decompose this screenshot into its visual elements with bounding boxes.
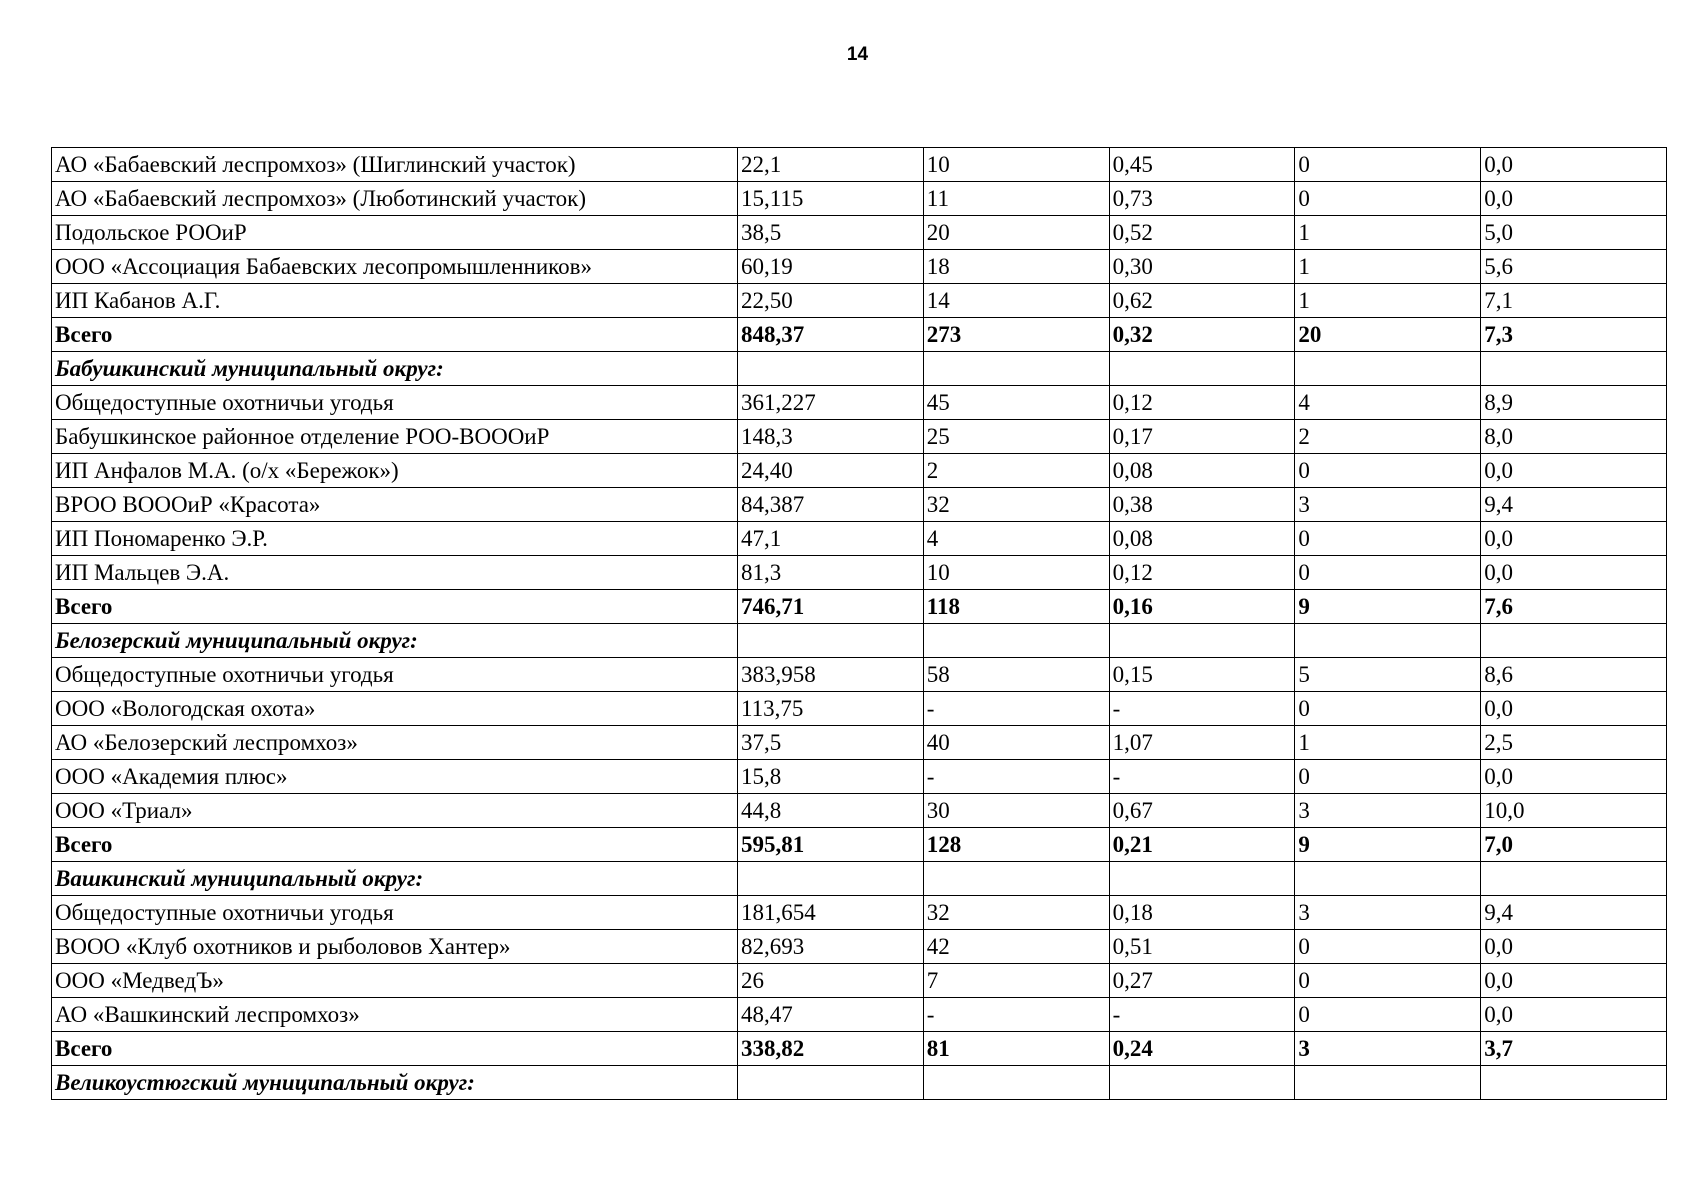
quota-cell: 4 — [1295, 386, 1481, 420]
quota-cell: 1 — [1295, 726, 1481, 760]
row-name-cell: Всего — [52, 318, 738, 352]
row-name-cell: Белозерский муниципальный округ: — [52, 624, 738, 658]
area-cell: 22,1 — [738, 148, 924, 182]
hunting-grounds-table — [51, 147, 1667, 1100]
count-cell: 10 — [923, 148, 1109, 182]
row-name-cell: Подольское РООиР — [52, 216, 738, 250]
quota-cell: 1 — [1295, 284, 1481, 318]
density-cell: 0,08 — [1109, 454, 1295, 488]
row-name-cell: Общедоступные охотничьи угодья — [52, 896, 738, 930]
table-row — [52, 148, 1667, 182]
count-cell: 45 — [923, 386, 1109, 420]
percent-cell: 7,0 — [1481, 828, 1667, 862]
table-row — [52, 522, 1667, 556]
count-cell: 7 — [923, 964, 1109, 998]
density-cell — [1109, 862, 1295, 896]
section-header-row — [52, 862, 1667, 896]
density-cell: 1,07 — [1109, 726, 1295, 760]
percent-cell — [1481, 862, 1667, 896]
row-name-cell: ООО «Академия плюс» — [52, 760, 738, 794]
count-cell: 128 — [923, 828, 1109, 862]
quota-cell: 0 — [1295, 556, 1481, 590]
percent-cell: 9,4 — [1481, 896, 1667, 930]
count-cell: 32 — [923, 896, 1109, 930]
density-cell: 0,52 — [1109, 216, 1295, 250]
count-cell: - — [923, 998, 1109, 1032]
area-cell — [738, 352, 924, 386]
row-name-cell: ООО «Триал» — [52, 794, 738, 828]
percent-cell: 0,0 — [1481, 454, 1667, 488]
count-cell: 42 — [923, 930, 1109, 964]
density-cell: 0,08 — [1109, 522, 1295, 556]
row-name-cell: ВОOO «Клуб охотников и рыболовов Хантер» — [52, 930, 738, 964]
area-cell: 37,5 — [738, 726, 924, 760]
area-cell: 181,654 — [738, 896, 924, 930]
area-cell — [738, 1066, 924, 1100]
area-cell: 383,958 — [738, 658, 924, 692]
percent-cell — [1481, 352, 1667, 386]
percent-cell: 5,0 — [1481, 216, 1667, 250]
count-cell: 118 — [923, 590, 1109, 624]
table-row — [52, 794, 1667, 828]
area-cell: 26 — [738, 964, 924, 998]
density-cell: 0,24 — [1109, 1032, 1295, 1066]
percent-cell: 5,6 — [1481, 250, 1667, 284]
page-number: 14 — [846, 44, 869, 65]
row-name-cell: ВРОО ВОООиР «Красота» — [52, 488, 738, 522]
table-row — [52, 896, 1667, 930]
density-cell: - — [1109, 692, 1295, 726]
count-cell — [923, 352, 1109, 386]
row-name-cell: Всего — [52, 1032, 738, 1066]
count-cell: 30 — [923, 794, 1109, 828]
quota-cell: 3 — [1295, 896, 1481, 930]
quota-cell: 0 — [1295, 692, 1481, 726]
area-cell: 848,37 — [738, 318, 924, 352]
table-row — [52, 658, 1667, 692]
row-name-cell: Бабушкинское районное отделение РОО-ВОООиР — [52, 420, 738, 454]
row-name-cell: Всего — [52, 590, 738, 624]
density-cell: 0,62 — [1109, 284, 1295, 318]
count-cell: 2 — [923, 454, 1109, 488]
row-name-cell: Общедоступные охотничьи угодья — [52, 386, 738, 420]
quota-cell: 3 — [1295, 794, 1481, 828]
table-row — [52, 760, 1667, 794]
table-row — [52, 216, 1667, 250]
total-row — [52, 828, 1667, 862]
count-cell: 32 — [923, 488, 1109, 522]
quota-cell: 0 — [1295, 964, 1481, 998]
count-cell: 4 — [923, 522, 1109, 556]
percent-cell: 0,0 — [1481, 930, 1667, 964]
area-cell: 746,71 — [738, 590, 924, 624]
row-name-cell: Вашкинский муниципальный округ: — [52, 862, 738, 896]
density-cell: 0,32 — [1109, 318, 1295, 352]
count-cell: 58 — [923, 658, 1109, 692]
density-cell: 0,16 — [1109, 590, 1295, 624]
row-name-cell: ИП Мальцев Э.А. — [52, 556, 738, 590]
percent-cell: 8,9 — [1481, 386, 1667, 420]
row-name-cell: ООО «Ассоциация Бабаевских лесопромышленников» — [52, 250, 738, 284]
area-cell: 44,8 — [738, 794, 924, 828]
count-cell: 81 — [923, 1032, 1109, 1066]
quota-cell — [1295, 352, 1481, 386]
quota-cell: 0 — [1295, 930, 1481, 964]
percent-cell: 0,0 — [1481, 760, 1667, 794]
percent-cell: 0,0 — [1481, 182, 1667, 216]
area-cell: 15,8 — [738, 760, 924, 794]
density-cell: 0,21 — [1109, 828, 1295, 862]
density-cell: 0,38 — [1109, 488, 1295, 522]
percent-cell: 0,0 — [1481, 522, 1667, 556]
row-name-cell: Великоустюгский муниципальный округ: — [52, 1066, 738, 1100]
quota-cell: 9 — [1295, 828, 1481, 862]
density-cell: 0,18 — [1109, 896, 1295, 930]
row-name-cell: ИП Пономаренко Э.Р. — [52, 522, 738, 556]
count-cell — [923, 624, 1109, 658]
count-cell: 25 — [923, 420, 1109, 454]
quota-cell: 0 — [1295, 148, 1481, 182]
area-cell: 84,387 — [738, 488, 924, 522]
percent-cell: 3,7 — [1481, 1032, 1667, 1066]
table-row — [52, 488, 1667, 522]
area-cell: 361,227 — [738, 386, 924, 420]
count-cell — [923, 1066, 1109, 1100]
area-cell — [738, 862, 924, 896]
density-cell: 0,17 — [1109, 420, 1295, 454]
density-cell: 0,51 — [1109, 930, 1295, 964]
quota-cell: 5 — [1295, 658, 1481, 692]
quota-cell: 9 — [1295, 590, 1481, 624]
count-cell: 10 — [923, 556, 1109, 590]
quota-cell: 2 — [1295, 420, 1481, 454]
percent-cell: 7,6 — [1481, 590, 1667, 624]
density-cell: 0,30 — [1109, 250, 1295, 284]
total-row — [52, 318, 1667, 352]
density-cell: 0,73 — [1109, 182, 1295, 216]
table-row — [52, 998, 1667, 1032]
percent-cell: 0,0 — [1481, 998, 1667, 1032]
quota-cell — [1295, 1066, 1481, 1100]
row-name-cell: АО «Бабаевский леспромхоз» (Шиглинский участок) — [52, 148, 738, 182]
area-cell: 48,47 — [738, 998, 924, 1032]
area-cell: 60,19 — [738, 250, 924, 284]
table-row — [52, 250, 1667, 284]
section-header-row — [52, 1066, 1667, 1100]
density-cell: 0,12 — [1109, 386, 1295, 420]
area-cell: 595,81 — [738, 828, 924, 862]
quota-cell: 0 — [1295, 522, 1481, 556]
density-cell — [1109, 1066, 1295, 1100]
percent-cell: 7,1 — [1481, 284, 1667, 318]
row-name-cell: Бабушкинский муниципальный округ: — [52, 352, 738, 386]
row-name-cell: АО «Бабаевский леспромхоз» (Люботинский участок) — [52, 182, 738, 216]
density-cell — [1109, 624, 1295, 658]
area-cell: 148,3 — [738, 420, 924, 454]
section-header-row — [52, 624, 1667, 658]
percent-cell: 7,3 — [1481, 318, 1667, 352]
percent-cell: 0,0 — [1481, 692, 1667, 726]
total-row — [52, 590, 1667, 624]
total-row — [52, 1032, 1667, 1066]
percent-cell: 0,0 — [1481, 148, 1667, 182]
count-cell: 273 — [923, 318, 1109, 352]
count-cell: - — [923, 760, 1109, 794]
density-cell: 0,45 — [1109, 148, 1295, 182]
row-name-cell: ИП Анфалов М.А. (о/х «Бережок») — [52, 454, 738, 488]
percent-cell: 0,0 — [1481, 964, 1667, 998]
percent-cell: 2,5 — [1481, 726, 1667, 760]
table-body — [52, 148, 1667, 1100]
row-name-cell: Всего — [52, 828, 738, 862]
quota-cell: 3 — [1295, 1032, 1481, 1066]
area-cell — [738, 624, 924, 658]
area-cell: 338,82 — [738, 1032, 924, 1066]
density-cell: 0,27 — [1109, 964, 1295, 998]
table-row — [52, 284, 1667, 318]
quota-cell: 0 — [1295, 760, 1481, 794]
quota-cell — [1295, 862, 1481, 896]
count-cell: 18 — [923, 250, 1109, 284]
table-row — [52, 556, 1667, 590]
percent-cell — [1481, 624, 1667, 658]
section-header-row — [52, 352, 1667, 386]
count-cell: 20 — [923, 216, 1109, 250]
percent-cell — [1481, 1066, 1667, 1100]
row-name-cell: ООО «МедведЪ» — [52, 964, 738, 998]
table-row — [52, 386, 1667, 420]
quota-cell — [1295, 624, 1481, 658]
quota-cell: 1 — [1295, 250, 1481, 284]
density-cell: - — [1109, 760, 1295, 794]
row-name-cell: АО «Вашкинский леспромхоз» — [52, 998, 738, 1032]
percent-cell: 10,0 — [1481, 794, 1667, 828]
table-row — [52, 454, 1667, 488]
density-cell: 0,15 — [1109, 658, 1295, 692]
area-cell: 22,50 — [738, 284, 924, 318]
area-cell: 81,3 — [738, 556, 924, 590]
quota-cell: 0 — [1295, 182, 1481, 216]
count-cell: - — [923, 692, 1109, 726]
table-row — [52, 964, 1667, 998]
percent-cell: 8,0 — [1481, 420, 1667, 454]
row-name-cell: Общедоступные охотничьи угодья — [52, 658, 738, 692]
quota-cell: 1 — [1295, 216, 1481, 250]
table-row — [52, 726, 1667, 760]
table-row — [52, 930, 1667, 964]
quota-cell: 0 — [1295, 454, 1481, 488]
area-cell: 82,693 — [738, 930, 924, 964]
area-cell: 38,5 — [738, 216, 924, 250]
count-cell: 14 — [923, 284, 1109, 318]
area-cell: 113,75 — [738, 692, 924, 726]
row-name-cell: АО «Белозерский леспромхоз» — [52, 726, 738, 760]
percent-cell: 9,4 — [1481, 488, 1667, 522]
percent-cell: 8,6 — [1481, 658, 1667, 692]
density-cell: 0,67 — [1109, 794, 1295, 828]
area-cell: 15,115 — [738, 182, 924, 216]
density-cell: - — [1109, 998, 1295, 1032]
density-cell: 0,12 — [1109, 556, 1295, 590]
quota-cell: 20 — [1295, 318, 1481, 352]
table-row — [52, 420, 1667, 454]
count-cell — [923, 862, 1109, 896]
table-row — [52, 182, 1667, 216]
area-cell: 47,1 — [738, 522, 924, 556]
density-cell — [1109, 352, 1295, 386]
area-cell: 24,40 — [738, 454, 924, 488]
count-cell: 40 — [923, 726, 1109, 760]
percent-cell: 0,0 — [1481, 556, 1667, 590]
row-name-cell: ИП Кабанов А.Г. — [52, 284, 738, 318]
table-row — [52, 692, 1667, 726]
row-name-cell: ООО «Вологодская охота» — [52, 692, 738, 726]
count-cell: 11 — [923, 182, 1109, 216]
quota-cell: 3 — [1295, 488, 1481, 522]
quota-cell: 0 — [1295, 998, 1481, 1032]
